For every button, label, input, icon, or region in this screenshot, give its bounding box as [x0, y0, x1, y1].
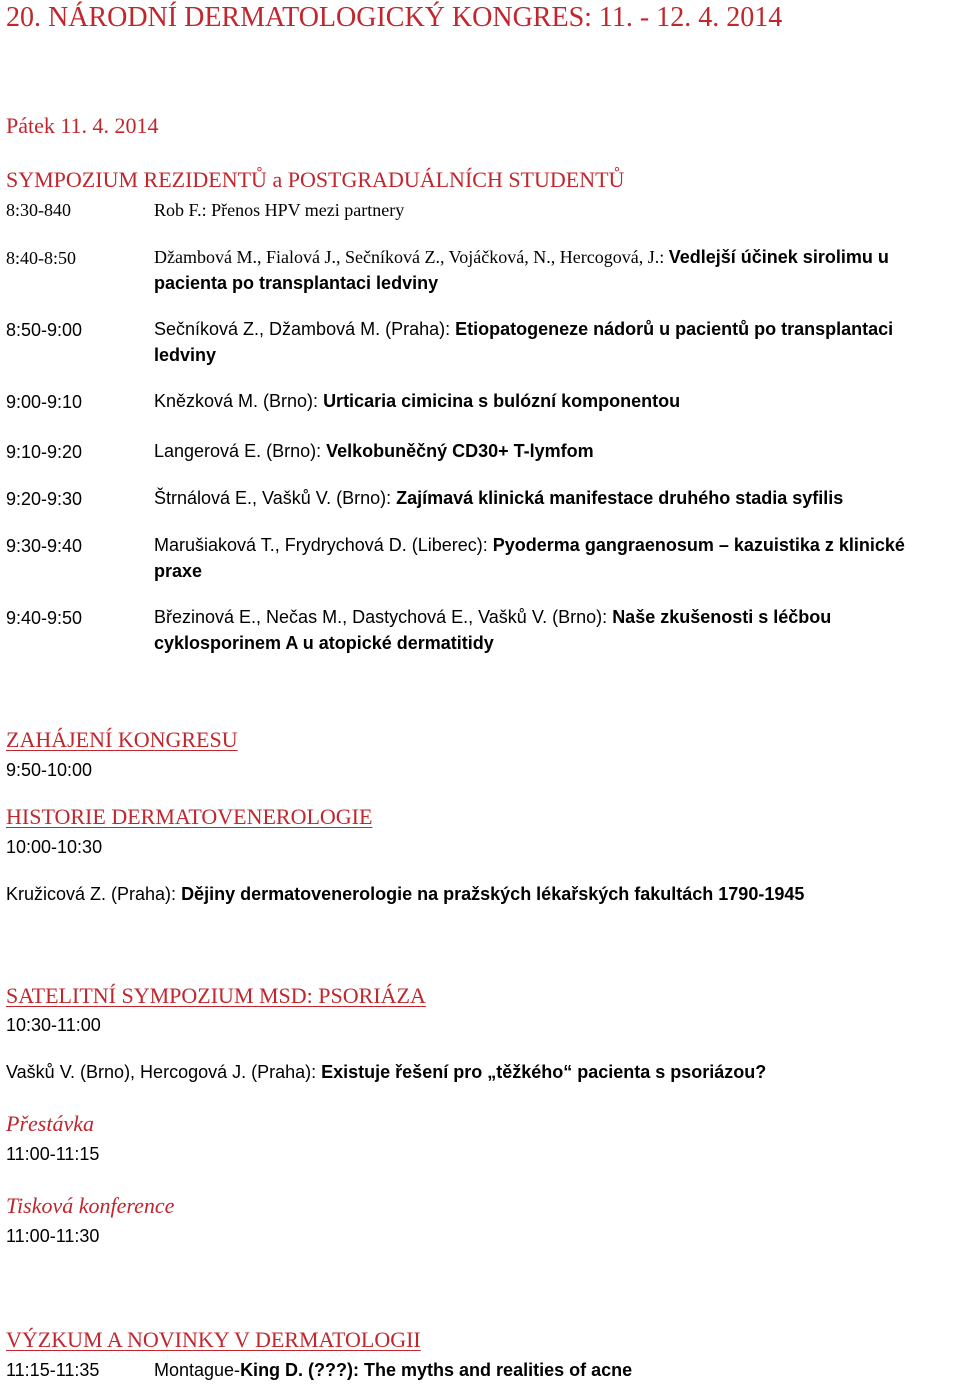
talk-authors: Rob F.: [154, 200, 212, 220]
press-time: 11:00-11:30 [6, 1226, 100, 1246]
talk-authors: Štrnálová E., Vašků V. (Brno): [154, 488, 397, 508]
research-talk [154, 1358, 632, 1382]
msd-heading: SATELITNÍ SYMPOZIUM MSD: PSORIÁZA [6, 983, 426, 1008]
session-talk [154, 532, 954, 584]
talk-topic: Zajímavá klinická manifestace druhého stadia syfilis [396, 488, 844, 508]
history-talk [6, 882, 804, 906]
break-heading: Přestávka [6, 1111, 94, 1136]
session-time: 9:10-9:20 [6, 442, 83, 462]
session-talk [154, 438, 954, 464]
press-heading: Tisková konference [6, 1193, 175, 1218]
talk-topic: The myths and realities of acne [364, 1360, 633, 1380]
session-talk [154, 244, 954, 296]
talk-authors: Březinová E., Nečas M., Dastychová E., Vašků V. (Brno): [154, 607, 613, 627]
session-time: 9:40-9:50 [6, 608, 83, 628]
talk-topic: Urticaria cimicina s bulózní komponentou [323, 391, 681, 411]
talk-authors: Knězková M. (Brno): [154, 391, 324, 411]
session-talk [154, 388, 954, 414]
talk-topic: Pyoderma gangraenosum – kazuistika z klinické praxe [154, 535, 905, 581]
talk-topic: Vedlejší účinek sirolimu u pacienta po transplantaci ledviny [154, 247, 889, 293]
session-time: 8:30-840 [6, 200, 71, 220]
msd-talk [6, 1060, 766, 1084]
session-talk [154, 485, 954, 511]
session-time: 8:40-8:50 [6, 248, 76, 268]
research-heading: VÝZKUM A NOVINKY V DERMATOLOGII [6, 1327, 421, 1352]
talk-authors: Montague- [154, 1360, 241, 1380]
research-time: 11:15-11:35 [6, 1360, 100, 1380]
talk-authors: Vašků V. (Brno), Hercogová J. (Praha): [6, 1062, 322, 1082]
break-time: 11:00-11:15 [6, 1144, 100, 1164]
opening-heading: ZAHÁJENÍ KONGRESU [6, 727, 238, 752]
session-time: 8:50-9:00 [6, 320, 83, 340]
talk-topic: Dějiny dermatovenerologie na pražských lékařských fakultách 1790-1945 [181, 884, 805, 904]
talk-authors: Kružicová Z. (Praha): [6, 884, 182, 904]
talk-topic: Naše zkušenosti s léčbou cyklosporinem A u atopické dermatitidy [154, 607, 832, 653]
talk-authors: Langerová E. (Brno): [154, 441, 327, 461]
session-talk [154, 316, 954, 368]
talk-topic: Etiopatogeneze nádorů u pacientů po transplantaci ledviny [154, 319, 894, 365]
talk-topic: Velkobuněčný CD30+ T-lymfom [326, 441, 594, 461]
day-heading: Pátek 11. 4. 2014 [6, 113, 159, 138]
session-talk [154, 604, 954, 656]
msd-time: 10:30-11:00 [6, 1015, 101, 1035]
session-time: 9:20-9:30 [6, 489, 83, 509]
symposium-heading: SYMPOZIUM REZIDENTŮ a POSTGRADUÁLNÍCH STUDENTŮ [6, 167, 625, 192]
talk-topic: Přenos HPV mezi partnery [211, 200, 405, 220]
session-talk [154, 197, 954, 223]
talk-authors: Džambová M., Fialová J., Sečníková Z., Vojáčková, N., Hercogová, J.: [154, 247, 669, 267]
opening-time: 9:50-10:00 [6, 760, 93, 780]
talk-authors-bold: King D. (???): [240, 1360, 365, 1380]
talk-authors: Marušiaková T., Frydrychová D. (Liberec): [154, 535, 493, 555]
session-time: 9:30-9:40 [6, 536, 83, 556]
history-time: 10:00-10:30 [6, 837, 103, 857]
page-title: 20. NÁRODNÍ DERMATOLOGICKÝ KONGRES: 11. - 12. 4. 2014 [6, 2, 783, 33]
talk-topic: Existuje řešení pro „těžkého“ pacienta s psoriázou? [321, 1062, 767, 1082]
talk-authors: Sečníková Z., Džambová M. (Praha): [154, 319, 456, 339]
session-time: 9:00-9:10 [6, 392, 83, 412]
history-heading: HISTORIE DERMATOVENEROLOGIE [6, 804, 373, 829]
